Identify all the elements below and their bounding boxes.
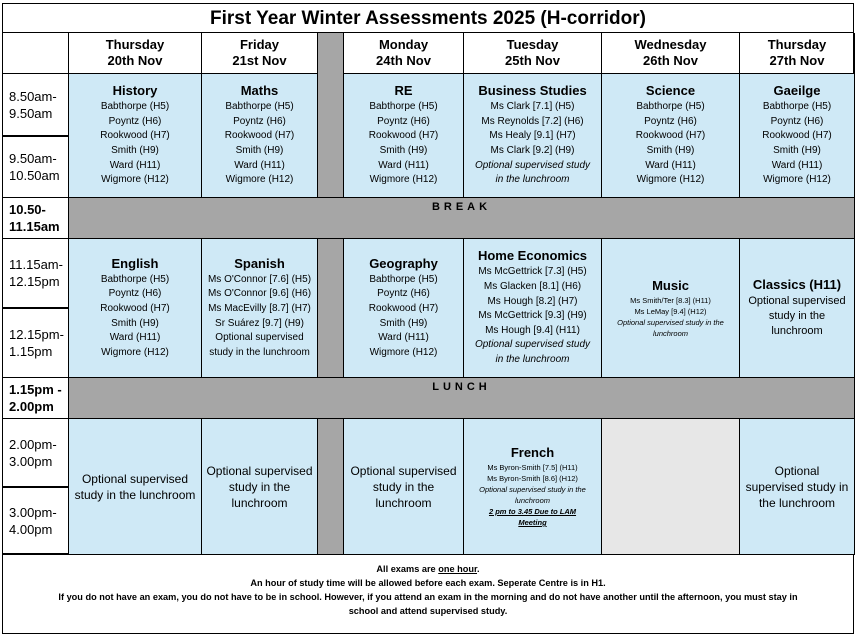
- exam-line: Ms MacEvilly [8.7] (H7): [208, 302, 311, 314]
- time-slot-1: [3, 74, 69, 136]
- time-label: 2.00pm- 3.00pm: [9, 436, 57, 469]
- exam-line: Ms Smith/Ter [8.3] (H11): [630, 295, 711, 305]
- exam-line: Optional supervised: [748, 295, 846, 307]
- exam-line: Ward (H11): [645, 159, 696, 171]
- exam-line: Ms Byron-Smith [8.6] (H12): [487, 474, 578, 483]
- subject-name: Maths: [240, 83, 279, 99]
- exam-line: Rookwood (H7): [635, 130, 706, 142]
- header-day-6: [740, 33, 855, 74]
- exam-line: Poyntz (H6): [233, 115, 286, 127]
- exam-line: Ward (H11): [771, 159, 823, 171]
- exam-line: Poyntz (H6): [108, 288, 162, 300]
- subject-name: Gaeilge: [773, 83, 821, 99]
- exam-line: Babthorpe (H5): [762, 101, 832, 113]
- time-break: [3, 198, 69, 239]
- supervised-note: Optional supervised study in the: [617, 317, 724, 327]
- afternoon-text: Optional supervised study in the lunchroom: [745, 463, 849, 510]
- schedule-notice: Meeting: [518, 518, 547, 527]
- header-day-5: [602, 33, 740, 74]
- subject-name: Science: [645, 83, 696, 99]
- header-blank: [3, 33, 69, 74]
- exam-line: Ward (H11): [234, 159, 285, 171]
- exam-line: Smith (H9): [646, 145, 695, 156]
- time-label: 10.50- 11.15am: [9, 202, 60, 234]
- footer-line-1: [3, 562, 853, 576]
- time-label: 3.00pm- 4.00pm: [9, 504, 57, 537]
- afternoon-text: Optional supervised study in the lunchroom: [74, 471, 196, 502]
- exam-line: Wigmore (H12): [369, 346, 438, 358]
- header-day-3: [344, 33, 464, 74]
- exam-line: lunchroom: [771, 325, 823, 337]
- header-day-name: Monday: [378, 37, 429, 52]
- subject-name: History: [112, 83, 158, 99]
- exam-line: Babthorpe (H5): [369, 101, 438, 113]
- exam-line: Smith (H9): [379, 145, 428, 156]
- time-label: 1.15pm - 2.00pm: [9, 382, 62, 414]
- header-day-4: [464, 33, 602, 74]
- header-day-date: 26th Nov: [643, 53, 698, 68]
- exam-line: Ms LeMay [9.4] (H12): [634, 306, 707, 316]
- afternoon-3: [344, 419, 464, 555]
- time-slot-4: [3, 308, 69, 378]
- exam-line: Ward (H11): [109, 159, 161, 171]
- header-day-date: 27th Nov: [769, 53, 825, 68]
- midday-exam-3: [344, 239, 464, 378]
- afternoon-text: Optional supervised study in the lunchroom: [206, 463, 313, 510]
- header-day-date: 21st Nov: [232, 53, 287, 68]
- exam-line: Ms McGettrick [7.3] (H5): [478, 266, 587, 278]
- exam-line: Rookwood (H7): [100, 130, 170, 142]
- exam-line: Wigmore (H12): [101, 174, 169, 186]
- time-label: 8.50am- 9.50am: [9, 88, 57, 121]
- footer-line-3: If you do not have an exam, you do not have to be in school. However, if you attend an exam in the morning and do not have another until the afternoon, you must stay in: [58, 592, 798, 602]
- header-day-date: 20th Nov: [107, 53, 163, 68]
- morning-exam-6: [740, 74, 855, 198]
- time-slot-3: [3, 239, 69, 308]
- supervised-note: in the lunchroom: [495, 353, 570, 365]
- exam-line: Wigmore (H12): [369, 174, 438, 186]
- subject-name: Business Studies: [478, 83, 587, 99]
- footer-notes: [2, 554, 854, 634]
- exam-line: Ms Healy [9.1] (H7): [489, 130, 576, 142]
- supervised-note: Optional supervised study in the: [479, 485, 586, 494]
- exam-line: Ms Clark [7.1] (H5): [490, 101, 575, 113]
- exam-line: Ms Glacken [8.1] (H6): [483, 281, 582, 293]
- midday-exam-2: [202, 239, 318, 378]
- exam-line: Wigmore (H12): [225, 174, 294, 186]
- subject-name: RE: [394, 83, 413, 99]
- afternoon-1: [69, 419, 202, 555]
- exam-line: Rookwood (H7): [368, 302, 439, 314]
- morning-exam-4: [464, 74, 602, 198]
- time-label: 12.15pm- 1.15pm: [9, 326, 64, 359]
- exam-line: Poyntz (H6): [377, 288, 430, 300]
- exam-line: Smith (H9): [379, 317, 428, 329]
- exam-line: Wigmore (H12): [101, 346, 169, 358]
- subject-name: Home Economics: [477, 248, 588, 264]
- supervised-note: Optional supervised study: [474, 159, 591, 171]
- subject-name: French: [510, 445, 555, 460]
- header-day-2: [202, 33, 318, 74]
- morning-exam-5: [602, 74, 740, 198]
- afternoon-french: [464, 419, 602, 555]
- exam-line: Rookwood (H7): [100, 302, 170, 314]
- time-lunch: [3, 378, 69, 419]
- supervised-note: Optional supervised study: [474, 339, 591, 351]
- exam-line: study in the lunchroom: [209, 346, 310, 358]
- time-label: 11.15am- 12.15pm: [9, 257, 63, 289]
- exam-line: Wigmore (H12): [763, 174, 831, 186]
- morning-exam-3: [344, 74, 464, 198]
- afternoon-6: [740, 419, 855, 555]
- time-divider: [3, 487, 69, 488]
- schedule-notice: 2 pm to 3.45 Due to LAM: [488, 507, 577, 516]
- midday-exam-4: [464, 239, 602, 378]
- header-day-1: [69, 33, 202, 74]
- time-slot-2: [3, 136, 69, 198]
- header-day-name: Friday: [239, 37, 279, 52]
- subject-name: Classics (H11): [752, 277, 842, 292]
- footer-line-1-post: .: [477, 564, 480, 574]
- exam-line: Poyntz (H6): [644, 115, 697, 127]
- time-divider: [3, 308, 69, 309]
- exam-line: Rookwood (H7): [368, 130, 439, 142]
- subject-name: Music: [652, 277, 689, 293]
- exam-line: Babthorpe (H5): [636, 101, 705, 113]
- exam-line: Ms Byron-Smith [7.5] (H11): [487, 463, 578, 472]
- weekend-gap: [318, 33, 344, 198]
- exam-line: Poyntz (H6): [108, 115, 162, 127]
- supervised-note: in the lunchroom: [495, 174, 570, 186]
- exam-line: Rookwood (H7): [224, 130, 295, 142]
- header-day-name: Wednesday: [634, 37, 707, 52]
- break-band: [69, 198, 855, 239]
- exam-line: Smith (H9): [111, 317, 159, 329]
- lunch-band: [69, 378, 855, 419]
- exam-line: Ms McGettrick [9.3] (H9): [478, 310, 587, 322]
- afternoon-empty: [602, 419, 740, 555]
- exam-line: Sr Suárez [9.7] (H9): [215, 317, 304, 329]
- exam-line: study in the: [768, 310, 826, 322]
- exam-line: Ms Hough [9.4] (H11): [485, 324, 580, 336]
- header-day-name: Thursday: [105, 37, 165, 52]
- break-label: BREAK: [431, 201, 492, 213]
- header-day-date: 24th Nov: [376, 53, 431, 68]
- exam-line: Smith (H9): [235, 145, 284, 156]
- exam-line: Smith (H9): [111, 145, 159, 156]
- weekend-gap: [318, 419, 344, 555]
- exam-line: Rookwood (H7): [762, 130, 832, 142]
- exam-line: Poyntz (H6): [377, 115, 430, 127]
- exam-line: Wigmore (H12): [636, 174, 705, 186]
- midday-exam-5: [602, 239, 740, 378]
- midday-exam-6: [740, 239, 855, 378]
- exam-line: Babthorpe (H5): [100, 273, 170, 285]
- subject-name: Spanish: [234, 255, 285, 271]
- exam-line: Ms Clark [9.2] (H9): [490, 145, 575, 156]
- exam-line: Ward (H11): [378, 159, 429, 171]
- time-slot-5: [3, 419, 69, 487]
- exam-line: Ms Hough [8.2] (H7): [487, 295, 578, 307]
- exam-line: Ms O'Connor [7.6] (H5): [207, 273, 312, 285]
- supervised-note: lunchroom: [652, 328, 689, 338]
- footer-line-4: school and attend supervised study.: [348, 606, 508, 616]
- subject-name: English: [111, 255, 159, 271]
- exam-line: Babthorpe (H5): [225, 101, 294, 113]
- exam-line: Babthorpe (H5): [369, 273, 438, 285]
- time-slot-6: [3, 487, 69, 555]
- page-title: First Year Winter Assessments 2025 (H-corridor): [2, 3, 854, 32]
- time-label: 9.50am- 10.50am: [9, 150, 60, 183]
- lunch-label: LUNCH: [432, 381, 491, 393]
- header-day-name: Tuesday: [506, 37, 559, 52]
- footer-line-1-underlined: one hour: [438, 564, 478, 574]
- weekend-gap: [318, 239, 344, 378]
- timetable: [2, 32, 854, 554]
- time-divider: [3, 136, 69, 137]
- exam-line: Ward (H11): [109, 332, 161, 344]
- morning-exam-2: [202, 74, 318, 198]
- morning-exam-1: [69, 74, 202, 198]
- exam-line: Ms Reynolds [7.2] (H6): [481, 115, 584, 127]
- header-day-date: 25th Nov: [505, 53, 560, 68]
- exam-line: Poyntz (H6): [770, 115, 824, 127]
- exam-line: Babthorpe (H5): [100, 101, 170, 113]
- header-day-name: Thursday: [767, 37, 827, 52]
- exam-line: Ms O'Connor [9.6] (H6): [207, 288, 312, 300]
- afternoon-text: Optional supervised study in the lunchroom: [350, 463, 457, 510]
- midday-exam-1: [69, 239, 202, 378]
- afternoon-2: [202, 419, 318, 555]
- footer-line-2: An hour of study time will be allowed before each exam. Seperate Centre is in H1.: [250, 578, 606, 588]
- subject-name: Geography: [369, 255, 438, 271]
- exam-line: Ward (H11): [378, 332, 429, 344]
- footer-line-1-pre: All exams are: [376, 564, 439, 574]
- supervised-note: lunchroom: [514, 496, 551, 505]
- exam-line: Optional supervised: [215, 332, 304, 344]
- exam-line: Smith (H9): [773, 145, 821, 156]
